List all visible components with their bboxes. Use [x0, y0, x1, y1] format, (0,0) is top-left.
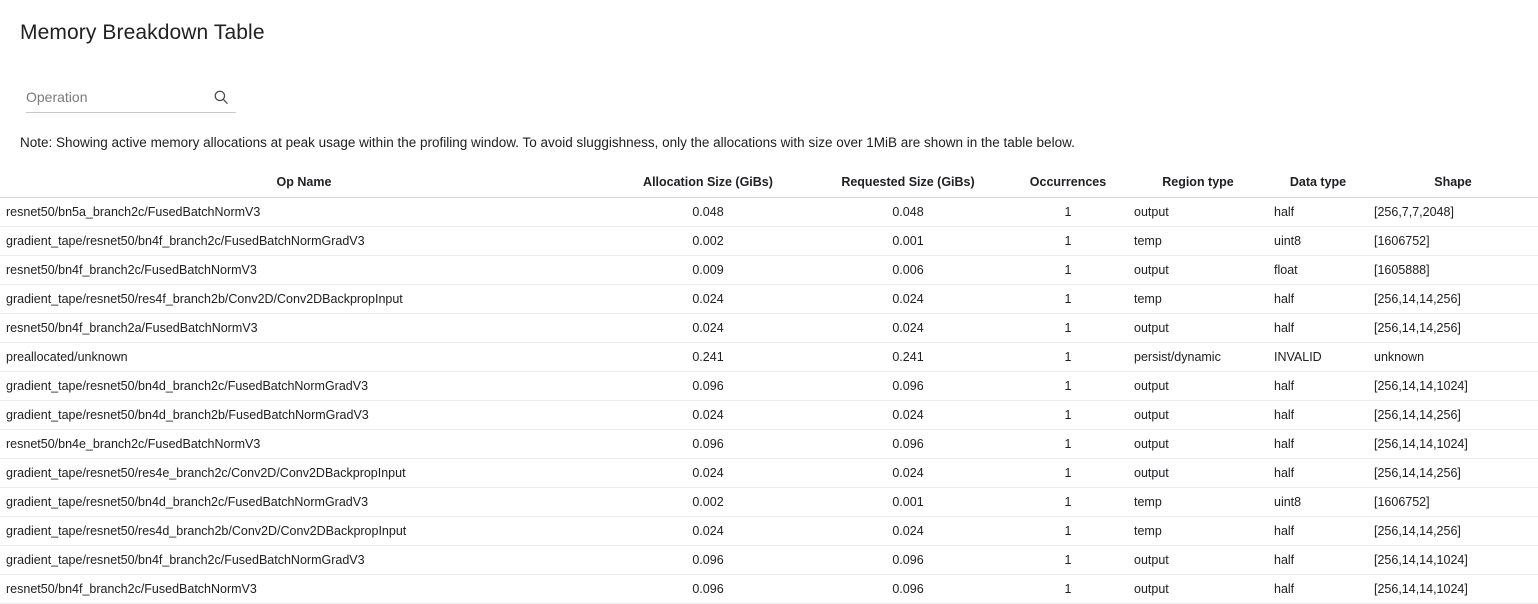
cell-occurrences: 1 — [1008, 575, 1128, 604]
table-row[interactable] — [0, 401, 1538, 430]
cell-allocation-size: 0.002 — [608, 488, 808, 517]
cell-occurrences: 1 — [1008, 459, 1128, 488]
cell-region-type: persist/dynamic — [1128, 343, 1268, 372]
column-header-data-type[interactable]: Data type — [1268, 171, 1368, 198]
cell-requested-size: 0.024 — [808, 459, 1008, 488]
table-row[interactable] — [0, 314, 1538, 343]
table-row[interactable] — [0, 285, 1538, 314]
cell-op-name: gradient_tape/resnet50/bn4f_branch2c/FusedBatchNormGradV3 — [0, 227, 608, 256]
cell-data-type: uint8 — [1268, 488, 1368, 517]
page-title: Memory Breakdown Table — [20, 21, 265, 44]
cell-occurrences: 1 — [1008, 227, 1128, 256]
table-row[interactable] — [0, 459, 1538, 488]
cell-allocation-size: 0.096 — [608, 575, 808, 604]
table-row[interactable] — [0, 546, 1538, 575]
cell-op-name: gradient_tape/resnet50/bn4f_branch2c/FusedBatchNormGradV3 — [0, 546, 608, 575]
table-header-row — [0, 171, 1538, 198]
cell-allocation-size: 0.096 — [608, 430, 808, 459]
cell-allocation-size: 0.009 — [608, 256, 808, 285]
cell-requested-size: 0.024 — [808, 314, 1008, 343]
cell-region-type: output — [1128, 546, 1268, 575]
cell-region-type: temp — [1128, 227, 1268, 256]
cell-data-type: half — [1268, 459, 1368, 488]
cell-shape: [1606752] — [1368, 488, 1538, 517]
cell-requested-size: 0.024 — [808, 401, 1008, 430]
cell-op-name: gradient_tape/resnet50/res4d_branch2b/Conv2D/Conv2DBackpropInput — [0, 517, 608, 546]
cell-data-type: INVALID — [1268, 343, 1368, 372]
cell-region-type: output — [1128, 459, 1268, 488]
column-header-allocation-size[interactable]: Allocation Size (GiBs) — [608, 171, 808, 198]
cell-occurrences: 1 — [1008, 285, 1128, 314]
cell-shape: unknown — [1368, 343, 1538, 372]
cell-op-name: resnet50/bn5a_branch2c/FusedBatchNormV3 — [0, 198, 608, 227]
cell-op-name: preallocated/unknown — [0, 343, 608, 372]
cell-region-type: output — [1128, 401, 1268, 430]
cell-requested-size: 0.096 — [808, 575, 1008, 604]
cell-allocation-size: 0.096 — [608, 372, 808, 401]
table-row[interactable] — [0, 488, 1538, 517]
cell-occurrences: 1 — [1008, 343, 1128, 372]
table-row[interactable] — [0, 227, 1538, 256]
memory-breakdown-table — [0, 171, 1538, 604]
column-header-op-name[interactable]: Op Name — [0, 171, 608, 198]
cell-region-type: temp — [1128, 517, 1268, 546]
cell-region-type: output — [1128, 198, 1268, 227]
cell-requested-size: 0.001 — [808, 488, 1008, 517]
cell-allocation-size: 0.024 — [608, 459, 808, 488]
cell-region-type: output — [1128, 430, 1268, 459]
table-row[interactable] — [0, 198, 1538, 227]
cell-requested-size: 0.006 — [808, 256, 1008, 285]
cell-requested-size: 0.096 — [808, 430, 1008, 459]
cell-shape: [256,7,7,2048] — [1368, 198, 1538, 227]
cell-op-name: gradient_tape/resnet50/bn4d_branch2b/FusedBatchNormGradV3 — [0, 401, 608, 430]
cell-data-type: half — [1268, 546, 1368, 575]
cell-requested-size: 0.024 — [808, 517, 1008, 546]
cell-data-type: uint8 — [1268, 227, 1368, 256]
cell-data-type: half — [1268, 517, 1368, 546]
cell-data-type: half — [1268, 575, 1368, 604]
cell-region-type: temp — [1128, 285, 1268, 314]
cell-data-type: half — [1268, 285, 1368, 314]
cell-data-type: half — [1268, 372, 1368, 401]
cell-occurrences: 1 — [1008, 488, 1128, 517]
cell-region-type: output — [1128, 256, 1268, 285]
cell-region-type: output — [1128, 372, 1268, 401]
cell-requested-size: 0.048 — [808, 198, 1008, 227]
cell-allocation-size: 0.024 — [608, 517, 808, 546]
column-header-requested-size[interactable]: Requested Size (GiBs) — [808, 171, 1008, 198]
cell-shape: [256,14,14,1024] — [1368, 575, 1538, 604]
cell-region-type: output — [1128, 575, 1268, 604]
cell-shape: [256,14,14,1024] — [1368, 372, 1538, 401]
cell-requested-size: 0.241 — [808, 343, 1008, 372]
table-row[interactable] — [0, 256, 1538, 285]
table-row[interactable] — [0, 343, 1538, 372]
cell-op-name: gradient_tape/resnet50/res4e_branch2c/Conv2D/Conv2DBackpropInput — [0, 459, 608, 488]
cell-op-name: resnet50/bn4f_branch2c/FusedBatchNormV3 — [0, 256, 608, 285]
note-text: Note: Showing active memory allocations at peak usage within the profiling window. To avoid sluggishness, only the allocations with size over 1MiB are shown in the table below. — [20, 135, 1075, 150]
cell-requested-size: 0.096 — [808, 372, 1008, 401]
cell-requested-size: 0.024 — [808, 285, 1008, 314]
cell-occurrences: 1 — [1008, 517, 1128, 546]
cell-requested-size: 0.001 — [808, 227, 1008, 256]
table-row[interactable] — [0, 372, 1538, 401]
cell-allocation-size: 0.096 — [608, 546, 808, 575]
cell-data-type: half — [1268, 401, 1368, 430]
cell-region-type: temp — [1128, 488, 1268, 517]
cell-shape: [1605888] — [1368, 256, 1538, 285]
cell-op-name: resnet50/bn4f_branch2c/FusedBatchNormV3 — [0, 575, 608, 604]
table-body — [0, 198, 1538, 604]
cell-op-name: resnet50/bn4f_branch2a/FusedBatchNormV3 — [0, 314, 608, 343]
cell-shape: [256,14,14,256] — [1368, 517, 1538, 546]
cell-allocation-size: 0.024 — [608, 401, 808, 430]
cell-region-type: output — [1128, 314, 1268, 343]
operation-search[interactable] — [26, 82, 236, 113]
cell-shape: [256,14,14,1024] — [1368, 546, 1538, 575]
table-row[interactable] — [0, 430, 1538, 459]
search-input[interactable] — [26, 86, 196, 108]
cell-requested-size: 0.096 — [808, 546, 1008, 575]
cell-op-name: gradient_tape/resnet50/bn4d_branch2c/FusedBatchNormGradV3 — [0, 372, 608, 401]
cell-allocation-size: 0.002 — [608, 227, 808, 256]
cell-op-name: resnet50/bn4e_branch2c/FusedBatchNormV3 — [0, 430, 608, 459]
cell-op-name: gradient_tape/resnet50/res4f_branch2b/Conv2D/Conv2DBackpropInput — [0, 285, 608, 314]
cell-data-type: half — [1268, 314, 1368, 343]
cell-data-type: float — [1268, 256, 1368, 285]
cell-allocation-size: 0.241 — [608, 343, 808, 372]
cell-shape: [256,14,14,256] — [1368, 459, 1538, 488]
cell-occurrences: 1 — [1008, 256, 1128, 285]
column-header-region-type[interactable]: Region type — [1128, 171, 1268, 198]
table-row[interactable] — [0, 517, 1538, 546]
search-icon[interactable] — [212, 88, 230, 106]
cell-shape: [256,14,14,256] — [1368, 285, 1538, 314]
cell-shape: [256,14,14,256] — [1368, 401, 1538, 430]
cell-data-type: half — [1268, 198, 1368, 227]
cell-allocation-size: 0.024 — [608, 314, 808, 343]
cell-occurrences: 1 — [1008, 430, 1128, 459]
column-header-occurrences[interactable]: Occurrences — [1008, 171, 1128, 198]
cell-allocation-size: 0.024 — [608, 285, 808, 314]
cell-occurrences: 1 — [1008, 314, 1128, 343]
column-header-shape[interactable]: Shape — [1368, 171, 1538, 198]
cell-op-name: gradient_tape/resnet50/bn4d_branch2c/FusedBatchNormGradV3 — [0, 488, 608, 517]
cell-shape: [256,14,14,256] — [1368, 314, 1538, 343]
cell-occurrences: 1 — [1008, 372, 1128, 401]
cell-occurrences: 1 — [1008, 546, 1128, 575]
cell-occurrences: 1 — [1008, 198, 1128, 227]
cell-shape: [256,14,14,1024] — [1368, 430, 1538, 459]
cell-shape: [1606752] — [1368, 227, 1538, 256]
cell-occurrences: 1 — [1008, 401, 1128, 430]
cell-allocation-size: 0.048 — [608, 198, 808, 227]
cell-data-type: half — [1268, 430, 1368, 459]
table-row[interactable] — [0, 575, 1538, 604]
